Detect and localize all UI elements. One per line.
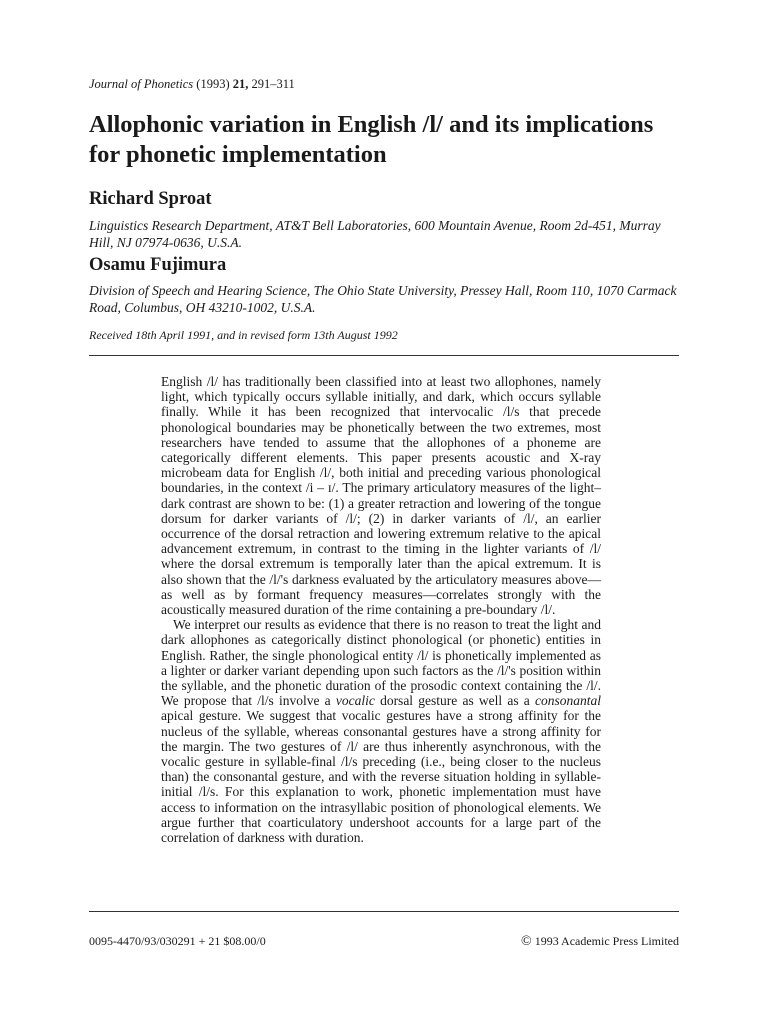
abstract-paragraph: English /l/ has traditionally been classified into at least two allophones, namely light, which typically occurs syllable initially, and dark, which occurs syllable finally. While it has been recognized that intervocalic /l/s that precede phonological boundaries may be phonetically between the two extremes, most researchers have tended to assume that the allophones of a phoneme are categorically different elements. This paper presents acoustic and X-ray microbeam data for English /l/, both initial and preceding various phonological boundaries, in the context /i – ɪ/. The primary articulatory measures of the light–dark contrast are shown to be: (1) a greater retraction and lowering of the tongue dorsum for darker variants of /l/; (2) in darker variants of /l/, an earlier occurrence of the dorsal retraction and lowering extremum relative to the apical advancement extremum, in contrast to the timing in the lighter variants of /l/ where the dorsal extremum is temporally later than the apical extremum. It is also shown that the /l/'s darkness evaluated by the articulatory measures above—as well as by formant frequency measures—correlates strongly with the acoustically measured duration of the rime containing a pre-boundary /l/. (161, 374, 601, 618)
copyright-text: 1993 Academic Press Limited (534, 934, 679, 948)
journal-pages: 291–311 (251, 77, 295, 91)
paper-title: Allophonic variation in English /l/ and its implications for phonetic implementation (89, 111, 654, 168)
abstract-text: apical gesture. We suggest that vocalic gestures have a strong affinity for the nucleus of the syllable, whereas consonantal gestures have a strong affinity for the margin. The two gestures of /l/ are thus inherently asynchronous, with the vocalic gesture in syllable-final /l/s preceding (i.e., being closer to the nucleus than) the consonantal gesture, and with the reverse situation holding in syllable-initial /l/s. For this explanation to work, phonetic implementation must have access to information on the intrasyllabic position of phonological elements. We argue further that coarticulatory undershoot accounts for a large part of the correlation of darkness with duration. (161, 708, 601, 846)
copyright (521, 934, 679, 950)
journal-volume: 21, (232, 77, 249, 91)
journal-name: Journal of Phonetics (89, 77, 194, 91)
abstract-text: dorsal gesture as well as a (374, 693, 535, 709)
author-affiliation: Division of Speech and Hearing Science, The Ohio State University, Pressey Hall, Room 110, 1070 Carmack Road, Columbus, OH 43210-1002, U.S.A. (89, 283, 677, 315)
received-dates: Received 18th April 1991, and in revised form 13th August 1992 (89, 328, 398, 342)
abstract-emphasis: vocalic (335, 693, 375, 709)
abstract (161, 374, 601, 845)
author-name: Osamu Fujimura (89, 255, 227, 275)
abstract-emphasis: consonantal (535, 693, 601, 709)
journal-year: (1993) (196, 77, 230, 91)
divider-top (89, 355, 679, 356)
abstract-paragraph (161, 617, 601, 845)
article-code: 0095-4470/93/030291 + 21 $08.00/0 (89, 934, 266, 948)
author-affiliation: Linguistics Research Department, AT&T Bell Laboratories, 600 Mountain Avenue, Room 2d-451, Murray Hill, NJ 07974-0636, U.S.A. (89, 218, 661, 250)
abstract-text: We interpret our results as evidence that there is no reason to treat the light and dark allophones as categorically distinct phonological (or phonetic) entities in English. Rather, the single phonological entity /l/ is phonetically implemented as a lighter or darker variant depending upon such factors as the /l/'s position within the syllable, and the phonetic duration of the prosodic context containing the /l/. We propose that /l/s involve a (161, 617, 601, 709)
journal-citation (89, 77, 295, 92)
divider-bottom (89, 911, 679, 912)
copyright-icon: © (521, 934, 532, 949)
author-name: Richard Sproat (89, 189, 212, 209)
